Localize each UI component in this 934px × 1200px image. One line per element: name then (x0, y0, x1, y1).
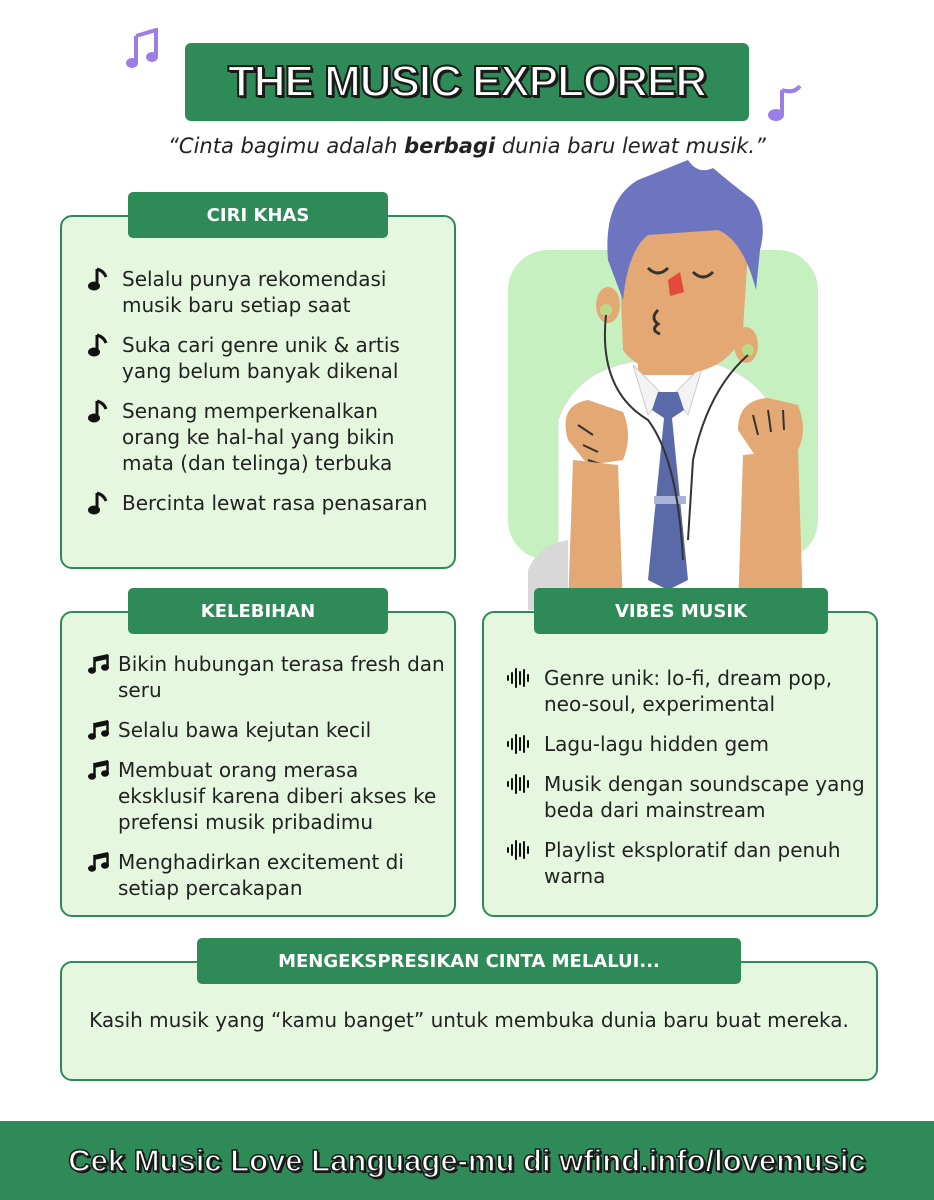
soundwave-icon (506, 771, 544, 797)
purple-music-note-icon (764, 84, 806, 124)
kelebihan-list (88, 651, 448, 915)
beamed-notes-icon (88, 651, 118, 677)
list-item-text: Bikin hubungan terasa fresh dan seru (118, 652, 445, 702)
man-with-earphones-illustration (498, 160, 828, 610)
ciri-khas-list (88, 266, 438, 530)
list-item-text: Playlist eksploratif dan penuh warna (544, 838, 841, 888)
tagline (0, 134, 934, 158)
list-item (88, 849, 448, 901)
tagline-bold-text: berbagi (404, 134, 496, 158)
title-banner (185, 43, 749, 121)
tagline-text-end: dunia baru lewat musik.” (495, 134, 766, 158)
ekspresi-heading: MENGEKSPRESIKAN CINTA MELALUI... (197, 938, 741, 984)
list-item (88, 266, 438, 318)
kelebihan-heading: KELEBIHAN (128, 588, 388, 634)
list-item-text: Bercinta lewat rasa penasaran (122, 491, 428, 515)
list-item-text: Senang memperkenalkan orang ke hal-hal yang bikin mata (dan telinga) terbuka (122, 399, 395, 475)
list-item-text: Genre unik: lo-fi, dream pop, neo-soul, experimental (544, 666, 833, 716)
list-item (506, 771, 876, 823)
eighth-note-icon (88, 332, 122, 358)
ciri-khas-heading: CIRI KHAS (128, 192, 388, 238)
beamed-notes-icon (88, 717, 118, 743)
page-title: THE MUSIC EXPLORER (227, 57, 707, 106)
list-item (88, 651, 448, 703)
soundwave-icon (506, 837, 544, 863)
beamed-notes-icon (88, 757, 118, 783)
vibes-musik-list (506, 665, 876, 903)
ekspresi-body: Kasih musik yang “kamu banget” untuk membuka dunia baru buat mereka. (89, 1008, 849, 1032)
purple-music-note-icon (126, 28, 162, 70)
list-item (506, 665, 876, 717)
list-item-text: Selalu punya rekomendasi musik baru setiap saat (122, 267, 387, 317)
tagline-text: “Cinta bagimu adalah (168, 134, 405, 158)
list-item (88, 490, 438, 516)
eighth-note-icon (88, 490, 122, 516)
list-item (88, 717, 448, 743)
list-item-text: Suka cari genre unik & artis yang belum banyak dikenal (122, 333, 400, 383)
list-item (506, 837, 876, 889)
beamed-notes-icon (88, 849, 118, 875)
footer-banner (0, 1121, 934, 1200)
footer-link-text: Cek Music Love Language-mu di wfind.info/lovemusic (68, 1142, 866, 1178)
list-item (506, 731, 876, 757)
vibes-musik-heading: VIBES MUSIK (534, 588, 828, 634)
eighth-note-icon (88, 266, 122, 292)
list-item (88, 398, 438, 476)
eighth-note-icon (88, 398, 122, 424)
list-item-text: Musik dengan soundscape yang beda dari mainstream (544, 772, 865, 822)
soundwave-icon (506, 665, 544, 691)
list-item (88, 332, 438, 384)
soundwave-icon (506, 731, 544, 757)
list-item-text: Menghadirkan excitement di setiap percakapan (118, 850, 404, 900)
list-item (88, 757, 448, 835)
list-item-text: Selalu bawa kejutan kecil (118, 718, 372, 742)
list-item-text: Membuat orang merasa eksklusif karena diberi akses ke prefensi musik pribadimu (118, 758, 437, 834)
list-item-text: Lagu-lagu hidden gem (544, 732, 769, 756)
